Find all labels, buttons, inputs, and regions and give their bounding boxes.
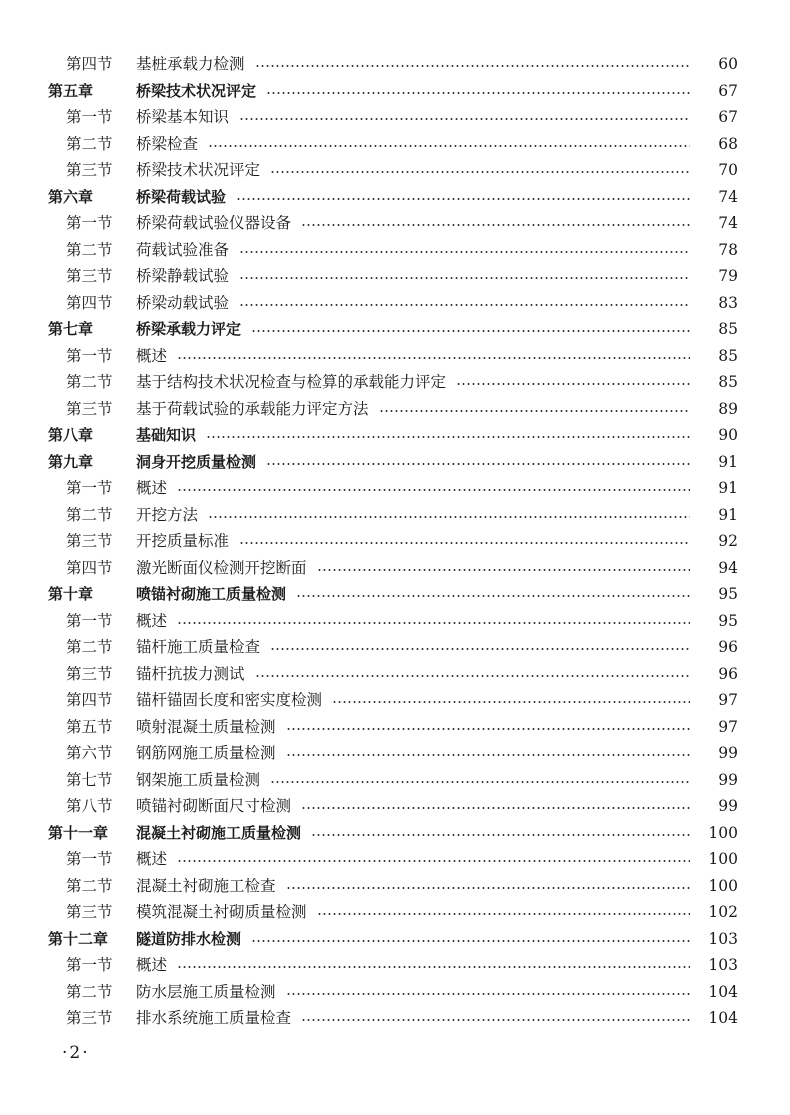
dot-leader — [177, 622, 690, 624]
toc-entry-label: 第二节 — [66, 505, 113, 524]
toc-entry-title: 基础知识 — [136, 426, 197, 445]
toc-entry-page: 100 — [708, 823, 738, 842]
toc-section-row — [0, 979, 790, 1006]
toc-entry-label: 第三节 — [66, 532, 113, 551]
toc-entry-label: 第四节 — [66, 558, 113, 577]
dot-leader — [239, 118, 690, 120]
dot-leader — [301, 224, 690, 226]
toc-section-row — [0, 687, 790, 714]
toc-chapter-row — [0, 581, 790, 608]
dot-leader — [286, 993, 690, 995]
toc-entry-label: 第三节 — [66, 399, 113, 418]
toc-entry-title: 桥梁静载试验 — [136, 267, 230, 286]
toc-entry-title: 开挖质量标准 — [136, 532, 230, 551]
toc-section-row — [0, 846, 790, 873]
table-of-contents — [0, 51, 790, 1032]
toc-entry-title: 模筑混凝土衬砌质量检测 — [136, 903, 307, 922]
toc-entry-label: 第七章 — [48, 320, 94, 339]
toc-entry-page: 79 — [718, 267, 738, 286]
toc-entry-page: 70 — [718, 161, 738, 180]
toc-entry-title: 喷锚衬砌断面尺寸检测 — [136, 797, 292, 816]
toc-entry-page: 95 — [718, 611, 738, 630]
toc-entry-label: 第十二章 — [48, 929, 109, 948]
toc-entry-page: 68 — [718, 134, 738, 153]
dot-leader — [286, 887, 690, 889]
toc-entry-page: 100 — [708, 876, 738, 895]
toc-entry-label: 第六节 — [66, 744, 113, 763]
toc-entry-title: 排水系统施工质量检查 — [136, 1009, 292, 1028]
dot-leader — [317, 569, 690, 571]
dot-leader — [236, 198, 690, 200]
toc-entry-page: 96 — [718, 664, 738, 683]
dot-leader — [208, 516, 690, 518]
toc-section-row — [0, 369, 790, 396]
dot-leader — [266, 92, 690, 94]
toc-entry-label: 第七节 — [66, 770, 113, 789]
toc-entry-title: 概述 — [136, 479, 168, 498]
toc-entry-title: 桥梁检查 — [136, 134, 199, 153]
dot-leader — [270, 781, 690, 783]
toc-section-row — [0, 157, 790, 184]
toc-entry-page: 99 — [718, 797, 738, 816]
toc-entry-title: 桥梁基本知识 — [136, 108, 230, 127]
toc-entry-page: 67 — [718, 108, 738, 127]
dot-leader — [255, 65, 690, 67]
toc-entry-label: 第一节 — [66, 956, 113, 975]
toc-section-row — [0, 1005, 790, 1032]
toc-chapter-row — [0, 820, 790, 847]
toc-entry-page: 91 — [718, 479, 738, 498]
dot-leader — [177, 357, 690, 359]
toc-entry-page: 103 — [708, 956, 738, 975]
toc-entry-label: 第一节 — [66, 611, 113, 630]
toc-section-row — [0, 555, 790, 582]
toc-section-row — [0, 51, 790, 78]
toc-entry-title: 开挖方法 — [136, 505, 199, 524]
toc-entry-title: 桥梁承载力评定 — [136, 320, 242, 339]
toc-entry-page: 78 — [718, 240, 738, 259]
toc-entry-page: 103 — [708, 929, 738, 948]
toc-entry-label: 第一节 — [66, 214, 113, 233]
toc-entry-label: 第二节 — [66, 876, 113, 895]
toc-entry-page: 99 — [718, 770, 738, 789]
toc-entry-title: 荷载试验准备 — [136, 240, 230, 259]
toc-entry-title: 洞身开挖质量检测 — [136, 452, 257, 471]
toc-entry-title: 钢架施工质量检测 — [136, 770, 261, 789]
toc-entry-label: 第九章 — [48, 452, 94, 471]
dot-leader — [251, 330, 690, 332]
page-number: ·2· — [62, 1043, 90, 1063]
toc-section-row — [0, 793, 790, 820]
toc-chapter-row — [0, 926, 790, 953]
toc-entry-title: 混凝土衬砌施工检查 — [136, 876, 276, 895]
dot-leader — [286, 728, 690, 730]
toc-entry-page: 85 — [718, 346, 738, 365]
toc-entry-title: 喷锚衬砌施工质量检测 — [136, 585, 287, 604]
toc-entry-title: 混凝土衬砌施工质量检测 — [136, 823, 302, 842]
toc-entry-page: 85 — [718, 373, 738, 392]
dot-leader — [286, 754, 690, 756]
toc-section-row — [0, 502, 790, 529]
toc-entry-title: 概述 — [136, 956, 168, 975]
toc-entry-label: 第三节 — [66, 1009, 113, 1028]
toc-section-row — [0, 899, 790, 926]
toc-entry-title: 喷射混凝土质量检测 — [136, 717, 276, 736]
toc-entry-title: 基于结构技术状况检查与检算的承载能力评定 — [136, 373, 447, 392]
toc-entry-page: 74 — [718, 187, 738, 206]
toc-entry-title: 桥梁动载试验 — [136, 293, 230, 312]
toc-section-row — [0, 237, 790, 264]
toc-section-row — [0, 104, 790, 131]
toc-entry-label: 第三节 — [66, 267, 113, 286]
toc-entry-label: 第二节 — [66, 134, 113, 153]
toc-entry-label: 第五章 — [48, 81, 94, 100]
toc-section-row — [0, 475, 790, 502]
toc-entry-label: 第八章 — [48, 426, 94, 445]
toc-entry-page: 92 — [718, 532, 738, 551]
toc-entry-title: 钢筋网施工质量检测 — [136, 744, 276, 763]
toc-entry-page: 97 — [718, 717, 738, 736]
toc-entry-label: 第六章 — [48, 187, 94, 206]
toc-entry-title: 基桩承载力检测 — [136, 55, 245, 74]
dot-leader — [301, 807, 690, 809]
dot-leader — [311, 834, 690, 836]
toc-section-row — [0, 767, 790, 794]
dot-leader — [296, 595, 690, 597]
toc-entry-label: 第十章 — [48, 585, 94, 604]
dot-leader — [456, 383, 690, 385]
toc-section-row — [0, 634, 790, 661]
toc-entry-page: 96 — [718, 638, 738, 657]
toc-entry-page: 91 — [718, 505, 738, 524]
dot-leader — [270, 171, 690, 173]
toc-entry-page: 85 — [718, 320, 738, 339]
toc-entry-label: 第四节 — [66, 691, 113, 710]
toc-entry-page: 104 — [708, 982, 738, 1001]
dot-leader — [239, 542, 690, 544]
toc-section-row — [0, 396, 790, 423]
toc-section-row — [0, 608, 790, 635]
dot-leader — [177, 860, 690, 862]
toc-entry-page: 60 — [718, 55, 738, 74]
dot-leader — [206, 436, 690, 438]
dot-leader — [317, 913, 690, 915]
toc-entry-page: 67 — [718, 81, 738, 100]
toc-entry-page: 94 — [718, 558, 738, 577]
toc-entry-label: 第二节 — [66, 373, 113, 392]
toc-entry-title: 激光断面仪检测开挖断面 — [136, 558, 307, 577]
dot-leader — [208, 145, 690, 147]
toc-entry-label: 第二节 — [66, 638, 113, 657]
toc-entry-title: 锚杆施工质量检查 — [136, 638, 261, 657]
dot-leader — [239, 304, 690, 306]
toc-entry-label: 第四节 — [66, 55, 113, 74]
toc-entry-page: 90 — [718, 426, 738, 445]
toc-entry-title: 概述 — [136, 850, 168, 869]
toc-chapter-row — [0, 422, 790, 449]
toc-entry-page: 104 — [708, 1009, 738, 1028]
toc-entry-title: 桥梁荷载试验 — [136, 187, 227, 206]
toc-entry-label: 第三节 — [66, 161, 113, 180]
dot-leader — [177, 489, 690, 491]
toc-entry-page: 95 — [718, 585, 738, 604]
toc-entry-label: 第三节 — [66, 664, 113, 683]
dot-leader — [251, 940, 690, 942]
toc-entry-title: 锚杆锚固长度和密实度检测 — [136, 691, 323, 710]
dot-leader — [239, 277, 690, 279]
dot-leader — [301, 1019, 690, 1021]
toc-entry-title: 基于荷载试验的承载能力评定方法 — [136, 399, 369, 418]
toc-section-row — [0, 131, 790, 158]
toc-section-row — [0, 528, 790, 555]
dot-leader — [270, 648, 690, 650]
toc-entry-page: 83 — [718, 293, 738, 312]
toc-entry-label: 第二节 — [66, 240, 113, 259]
dot-leader — [332, 701, 690, 703]
toc-entry-label: 第一节 — [66, 108, 113, 127]
dot-leader — [266, 463, 690, 465]
toc-entry-title: 防水层施工质量检测 — [136, 982, 276, 1001]
toc-section-row — [0, 661, 790, 688]
toc-entry-label: 第一节 — [66, 346, 113, 365]
toc-entry-label: 第一节 — [66, 850, 113, 869]
toc-entry-title: 桥梁技术状况评定 — [136, 161, 261, 180]
toc-entry-label: 第三节 — [66, 903, 113, 922]
toc-section-row — [0, 873, 790, 900]
toc-entry-title: 桥梁荷载试验仪器设备 — [136, 214, 292, 233]
dot-leader — [379, 410, 690, 412]
toc-entry-title: 桥梁技术状况评定 — [136, 81, 257, 100]
toc-entry-label: 第二节 — [66, 982, 113, 1001]
toc-chapter-row — [0, 78, 790, 105]
toc-entry-page: 100 — [708, 850, 738, 869]
toc-section-row — [0, 263, 790, 290]
toc-entry-label: 第四节 — [66, 293, 113, 312]
toc-section-row — [0, 714, 790, 741]
dot-leader — [255, 675, 690, 677]
toc-entry-label: 第八节 — [66, 797, 113, 816]
dot-leader — [177, 966, 690, 968]
toc-section-row — [0, 740, 790, 767]
toc-section-row — [0, 343, 790, 370]
toc-entry-title: 概述 — [136, 346, 168, 365]
toc-entry-page: 99 — [718, 744, 738, 763]
dot-leader — [239, 251, 690, 253]
toc-entry-label: 第五节 — [66, 717, 113, 736]
toc-entry-page: 89 — [718, 399, 738, 418]
toc-entry-page: 97 — [718, 691, 738, 710]
toc-chapter-row — [0, 184, 790, 211]
toc-entry-label: 第十一章 — [48, 823, 109, 842]
toc-entry-title: 锚杆抗拔力测试 — [136, 664, 245, 683]
toc-entry-page: 74 — [718, 214, 738, 233]
toc-section-row — [0, 290, 790, 317]
toc-chapter-row — [0, 449, 790, 476]
toc-entry-title: 隧道防排水检测 — [136, 929, 242, 948]
toc-entry-page: 102 — [708, 903, 738, 922]
toc-section-row — [0, 952, 790, 979]
toc-entry-page: 91 — [718, 452, 738, 471]
toc-section-row — [0, 210, 790, 237]
toc-entry-title: 概述 — [136, 611, 168, 630]
toc-entry-label: 第一节 — [66, 479, 113, 498]
toc-chapter-row — [0, 316, 790, 343]
